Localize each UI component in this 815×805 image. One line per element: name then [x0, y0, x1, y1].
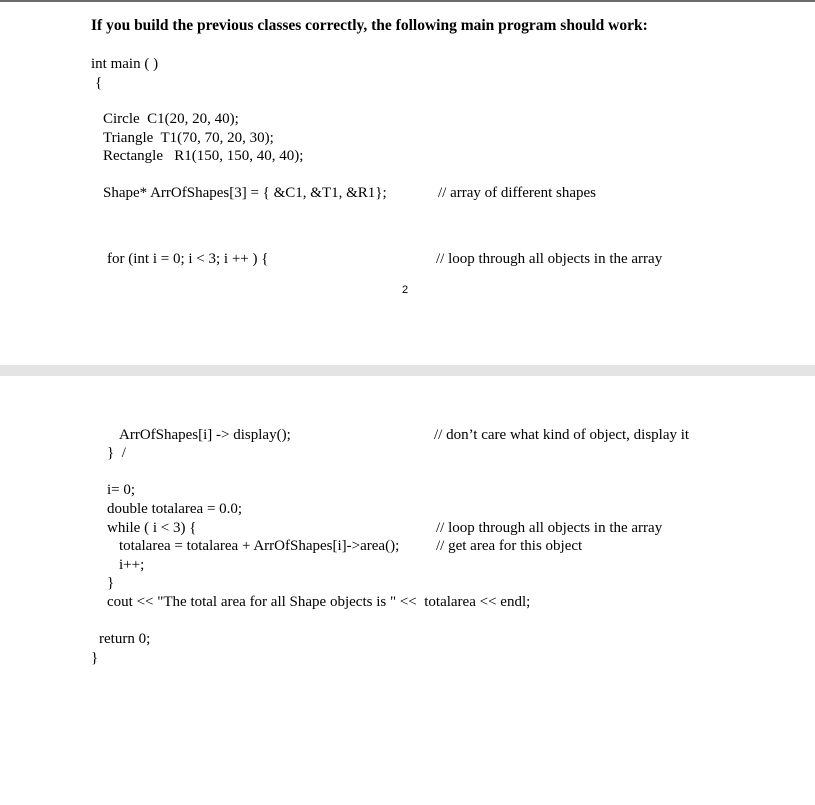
code-totalarea-update: totalarea = totalarea + ArrOfShapes[i]->area();	[119, 538, 400, 554]
code-while-comment: // loop through all objects in the array	[436, 520, 663, 536]
page-break-separator	[0, 365, 815, 376]
code-for-close: } /	[107, 445, 126, 461]
code-for-statement: for (int i = 0; i < 3; i ++ ) {	[107, 251, 269, 267]
page-top-border	[0, 0, 815, 2]
code-i-reset: i= 0;	[107, 482, 136, 498]
code-return-statement: return 0;	[99, 631, 151, 647]
code-area-comment: // get area for this object	[436, 538, 583, 554]
code-cout-statement: cout << "The total area for all Shape objects is " << totalarea << endl;	[107, 594, 531, 610]
code-increment: i++;	[119, 557, 145, 573]
code-for-comment: // loop through all objects in the array	[436, 251, 663, 267]
code-array-comment: // array of different shapes	[438, 185, 596, 201]
code-main-signature: int main ( )	[91, 56, 159, 72]
code-array-declaration: Shape* ArrOfShapes[3] = { &C1, &T1, &R1};	[103, 185, 387, 201]
page-number: 2	[402, 284, 409, 296]
code-main-close: }	[91, 650, 99, 666]
code-display-comment: // don’t care what kind of object, display it	[434, 427, 690, 443]
code-while-close: }	[107, 575, 115, 591]
code-open-brace: {	[95, 75, 103, 91]
code-display-call: ArrOfShapes[i] -> display();	[119, 427, 291, 443]
code-circle-declaration: Circle C1(20, 20, 40);	[103, 111, 239, 127]
code-while-statement: while ( i < 3) {	[107, 520, 197, 536]
code-triangle-declaration: Triangle T1(70, 70, 20, 30);	[103, 130, 274, 146]
instruction-heading: If you build the previous classes correctly, the following main program should work:	[91, 17, 648, 34]
code-totalarea-declaration: double totalarea = 0.0;	[107, 501, 243, 517]
code-rectangle-declaration: Rectangle R1(150, 150, 40, 40);	[103, 148, 304, 164]
